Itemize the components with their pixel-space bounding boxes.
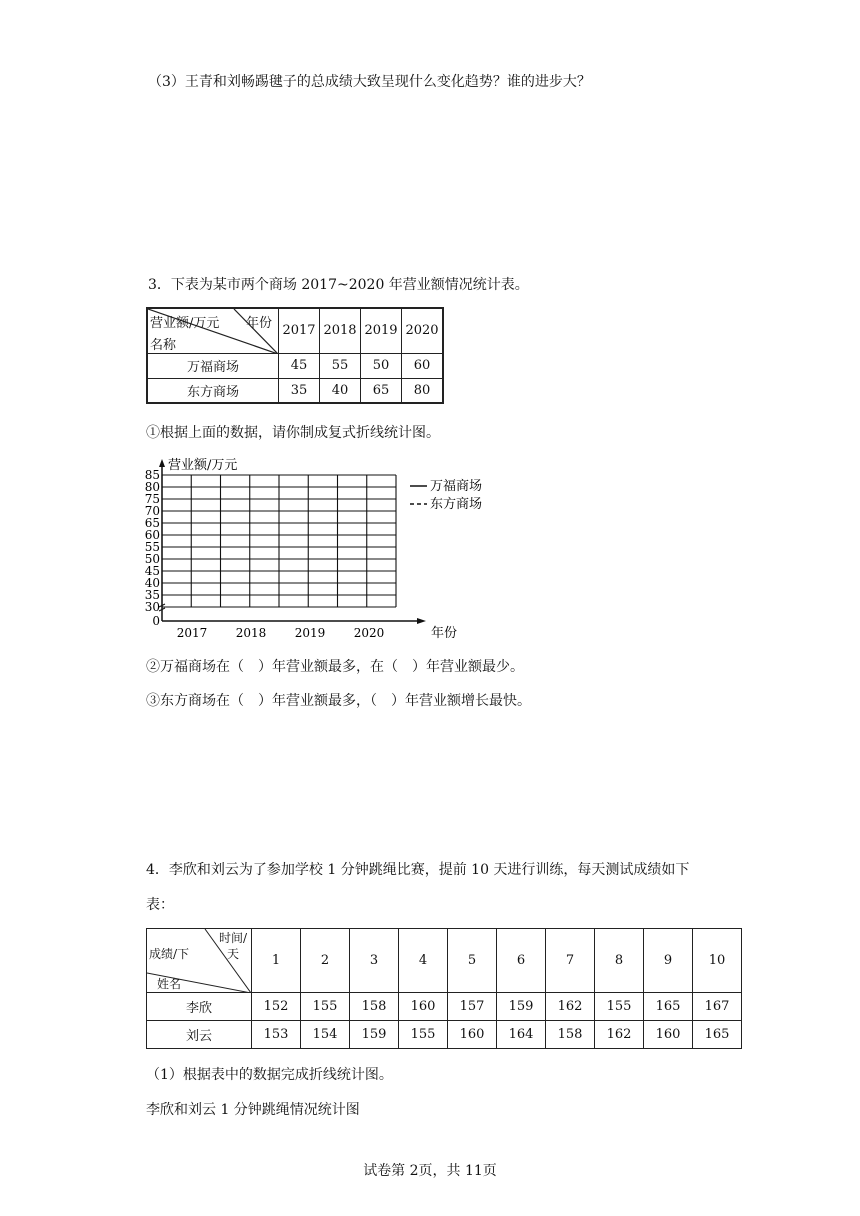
value-cell: 162 — [595, 1021, 644, 1049]
person-name-cell: 李欣 — [147, 993, 252, 1021]
value-cell: 40 — [320, 378, 361, 403]
value-cell: 158 — [546, 1021, 595, 1049]
line-chart-grid — [140, 455, 490, 645]
value-cell: 155 — [399, 1021, 448, 1049]
y-tick-labels — [145, 468, 160, 628]
header-day-label: 天 — [227, 947, 240, 961]
x-tick-labels — [177, 626, 385, 640]
day-header-cell: 9 — [644, 929, 693, 993]
day-header-cell: 5 — [448, 929, 497, 993]
y-axis-arrow — [159, 459, 165, 467]
y-tick-label: 30 — [144, 600, 160, 614]
x-axis-arrow — [417, 618, 426, 624]
chart-grid — [162, 475, 396, 607]
person-name-cell: 刘云 — [147, 1021, 252, 1049]
y-tick-label: 75 — [144, 492, 160, 506]
header-name-label: 姓名 — [157, 977, 182, 991]
value-cell: 50 — [361, 353, 402, 378]
value-cell: 165 — [693, 1021, 742, 1049]
value-cell: 155 — [595, 993, 644, 1021]
mall-name-cell: 东方商场 — [147, 378, 279, 403]
value-cell: 35 — [279, 378, 320, 403]
value-cell: 155 — [301, 993, 350, 1021]
question-4-sub-1: （1）根据表中的数据完成折线统计图。 — [146, 1067, 393, 1083]
year-header-cell: 2017 — [279, 308, 320, 353]
year-header-cell: 2018 — [320, 308, 361, 353]
x-axis-label: 年份 — [431, 626, 458, 641]
y-tick-label: 80 — [144, 480, 160, 494]
y-tick-label: 70 — [144, 504, 160, 518]
question-4-intro-line-2: 表： — [146, 897, 174, 913]
year-header-cell: 2020 — [402, 308, 444, 353]
y-tick-label: 35 — [144, 588, 160, 602]
x-tick-label: 2020 — [353, 626, 385, 640]
day-header-cell: 7 — [546, 929, 595, 993]
value-cell: 162 — [546, 993, 595, 1021]
table-header-diagonal-cell — [147, 308, 279, 353]
day-header-cell: 1 — [252, 929, 301, 993]
mall-revenue-table — [146, 307, 444, 404]
x-tick-label: 2018 — [235, 626, 267, 640]
question-3-sub-3: ③东方商场在（ ）年营业额最多，（ ）年营业额增长最快。 — [146, 693, 531, 709]
question-2-part-3: （3）王青和刘畅踢毽子的总成绩大致呈现什么变化趋势？谁的进步大？ — [148, 74, 591, 90]
question-3-intro: 3．下表为某市两个商场 2017~2020 年营业额情况统计表。 — [148, 277, 529, 293]
value-cell: 159 — [497, 993, 546, 1021]
value-cell: 160 — [448, 1021, 497, 1049]
header-name-label: 名称 — [150, 338, 177, 353]
y-tick-label: 40 — [144, 576, 160, 590]
y-tick-label: 60 — [144, 528, 160, 542]
value-cell: 55 — [320, 353, 361, 378]
y-tick-label: 55 — [144, 540, 160, 554]
value-cell: 65 — [361, 378, 402, 403]
value-cell: 167 — [693, 993, 742, 1021]
day-header-cell: 3 — [350, 929, 399, 993]
value-cell: 159 — [350, 1021, 399, 1049]
header-time-label: 时间/ — [219, 931, 248, 945]
question-4-chart-title: 李欣和刘云 1 分钟跳绳情况统计图 — [146, 1102, 360, 1118]
y-tick-label: 0 — [152, 614, 160, 628]
y-axis-label: 营业额/万元 — [168, 458, 238, 473]
chart-axes — [159, 459, 426, 624]
value-cell: 45 — [279, 353, 320, 378]
year-header-cell: 2019 — [361, 308, 402, 353]
y-tick-label: 45 — [144, 564, 160, 578]
y-tick-label: 85 — [144, 468, 160, 482]
mall-name-cell: 万福商场 — [147, 353, 279, 378]
value-cell: 160 — [399, 993, 448, 1021]
table-row — [147, 993, 742, 1021]
value-cell: 154 — [301, 1021, 350, 1049]
day-header-cell: 6 — [497, 929, 546, 993]
value-cell: 153 — [252, 1021, 301, 1049]
page-footer: 试卷第 2页，共 11页 — [363, 1163, 497, 1179]
day-header-cell: 4 — [399, 929, 448, 993]
value-cell: 160 — [644, 1021, 693, 1049]
value-cell: 60 — [402, 353, 444, 378]
value-cell: 165 — [644, 993, 693, 1021]
y-tick-label: 50 — [144, 552, 160, 566]
header-score-label: 成绩/下 — [149, 947, 190, 961]
x-tick-label: 2017 — [176, 626, 208, 640]
question-3-sub-2: ②万福商场在（ ）年营业额最多，在（ ）年营业额最少。 — [146, 659, 524, 675]
jump-rope-table — [146, 928, 742, 1049]
table-header-diagonal-cell — [147, 929, 252, 993]
table-row — [147, 353, 443, 378]
y-tick-label: 65 — [144, 516, 160, 530]
day-header-cell: 2 — [301, 929, 350, 993]
question-3-sub-1: ①根据上面的数据，请你制成复式折线统计图。 — [146, 425, 440, 441]
value-cell: 152 — [252, 993, 301, 1021]
table-row — [147, 378, 443, 403]
legend — [410, 478, 482, 512]
header-year-label: 年份 — [246, 316, 273, 331]
value-cell: 164 — [497, 1021, 546, 1049]
day-header-cell: 8 — [595, 929, 644, 993]
legend-entry-dongfang: 东方商场 — [430, 497, 483, 512]
table-row — [147, 1021, 742, 1049]
legend-entry-wanfu: 万福商场 — [430, 479, 483, 494]
header-revenue-label: 营业额/万元 — [150, 316, 220, 331]
value-cell: 80 — [402, 378, 444, 403]
value-cell: 158 — [350, 993, 399, 1021]
x-tick-label: 2019 — [294, 626, 326, 640]
day-header-cell: 10 — [693, 929, 742, 993]
value-cell: 157 — [448, 993, 497, 1021]
question-4-intro-line-1: 4．李欣和刘云为了参加学校 1 分钟跳绳比赛，提前 10 天进行训练，每天测试成绩如下 — [146, 862, 690, 878]
